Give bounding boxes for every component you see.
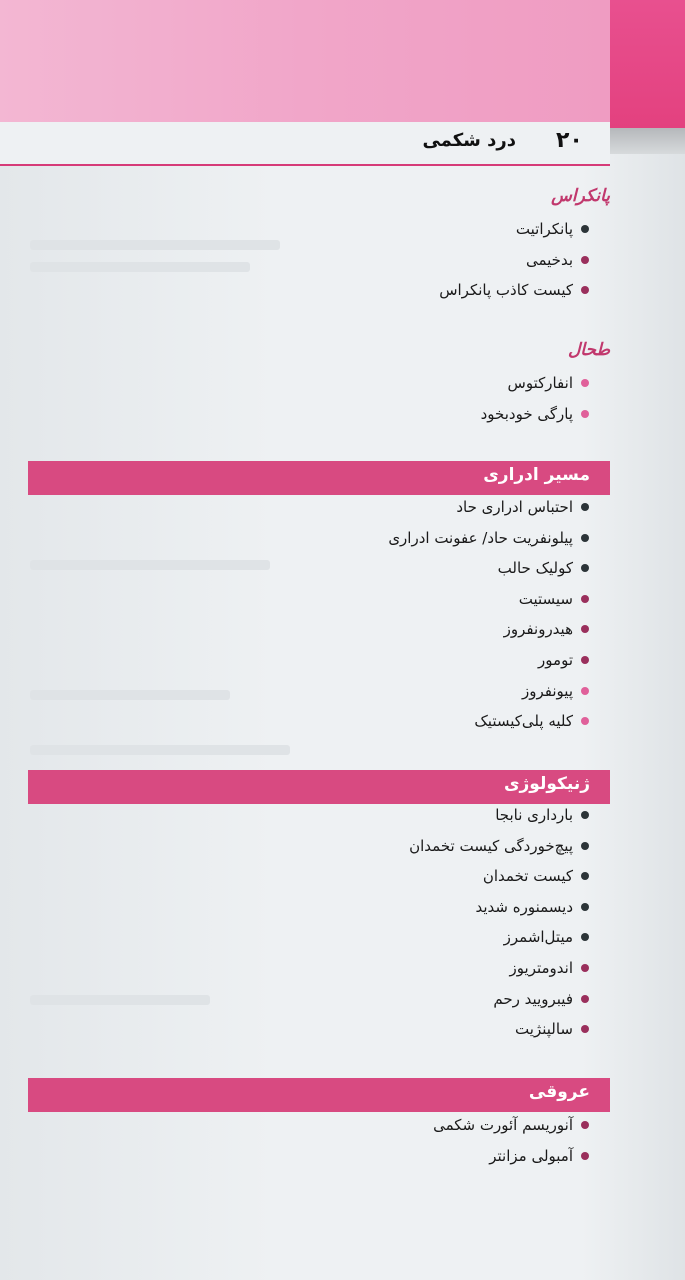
page-top-band [0, 0, 610, 122]
list-item: آمبولی مزانتر [489, 1146, 573, 1165]
list-item: انفارکتوس [507, 374, 573, 392]
list-item: هیدرونفروز [503, 620, 573, 639]
running-header [0, 122, 610, 164]
dark-bullet [581, 534, 589, 542]
list-item: کولیک حالب [497, 559, 573, 578]
bleed-through-shadow [30, 745, 290, 755]
list-item: تومور [538, 651, 573, 669]
list-item: سالپنژیت [515, 1020, 573, 1039]
dark-bullet [581, 225, 589, 233]
dark-bullet [581, 903, 589, 911]
chapter-title: درد شکمی [422, 130, 516, 151]
dark-bullet [581, 872, 589, 880]
list-item: احتباس ادراری حاد [456, 498, 573, 516]
section-heading-urinary: مسیر ادراری [483, 465, 590, 485]
mauve-bullet [581, 595, 589, 603]
dark-bullet [581, 503, 589, 511]
list-item: اندومتریوز [509, 959, 573, 977]
list-item: سیستیت [518, 589, 573, 608]
section-band-urinary [28, 461, 610, 495]
section-heading-vascular: عروقی [528, 1082, 590, 1102]
section-heading-spleen: طحال [567, 340, 610, 360]
header-rule [0, 164, 610, 166]
list-item: بدخیمی [525, 250, 573, 269]
dark-bullet [581, 933, 589, 941]
list-item: پیلونفریت حاد/ عفونت ادراری [388, 528, 573, 547]
list-item: پارگی خودبخود [480, 404, 573, 423]
mauve-bullet [581, 964, 589, 972]
list-item: کلیه پلی‌کیستیک [474, 712, 573, 731]
mauve-bullet [581, 256, 589, 264]
bleed-through-shadow [30, 690, 230, 700]
mauve-bullet [581, 995, 589, 1003]
list-item: پانکراتیت [515, 220, 573, 238]
mauve-bullet [581, 656, 589, 664]
page-number: ۲۰ [556, 128, 583, 153]
pink-bullet [581, 410, 589, 418]
list-item: دیسمنوره شدید [475, 897, 573, 916]
dark-bullet [581, 842, 589, 850]
pink-bullet [581, 717, 589, 725]
list-item: کیست تخمدان [482, 867, 573, 886]
dark-bullet [581, 564, 589, 572]
mauve-bullet [581, 1121, 589, 1129]
list-item: آنوریسم آئورت شکمی [433, 1116, 573, 1134]
pink-bullet [581, 379, 589, 387]
section-band-vascular [28, 1078, 610, 1112]
mauve-bullet [581, 1025, 589, 1033]
list-item: کیست کاذب پانکراس [439, 281, 573, 299]
list-item: میتل‌اشمرز [503, 928, 573, 947]
list-item: فیبرویید رحم [493, 989, 573, 1008]
bleed-through-shadow [30, 995, 210, 1005]
chapter-tab-edge [610, 0, 685, 128]
bleed-through-shadow [30, 560, 270, 570]
list-item: پیونفروز [522, 681, 573, 700]
bleed-through-shadow [30, 262, 250, 272]
mauve-bullet [581, 625, 589, 633]
dark-bullet [581, 811, 589, 819]
section-band-gynecology [28, 770, 610, 804]
mauve-bullet [581, 286, 589, 294]
section-heading-gynecology: ژنیکولوژی [503, 774, 590, 794]
bleed-through-shadow [30, 240, 280, 250]
list-item: پیچ‌خوردگی کیست تخمدان [409, 836, 573, 855]
page-edge-tab [610, 128, 685, 154]
mauve-bullet [581, 1152, 589, 1160]
pink-bullet [581, 687, 589, 695]
list-item: بارداری نابجا [495, 806, 573, 824]
section-heading-pancreas: پانکراس [551, 186, 610, 206]
